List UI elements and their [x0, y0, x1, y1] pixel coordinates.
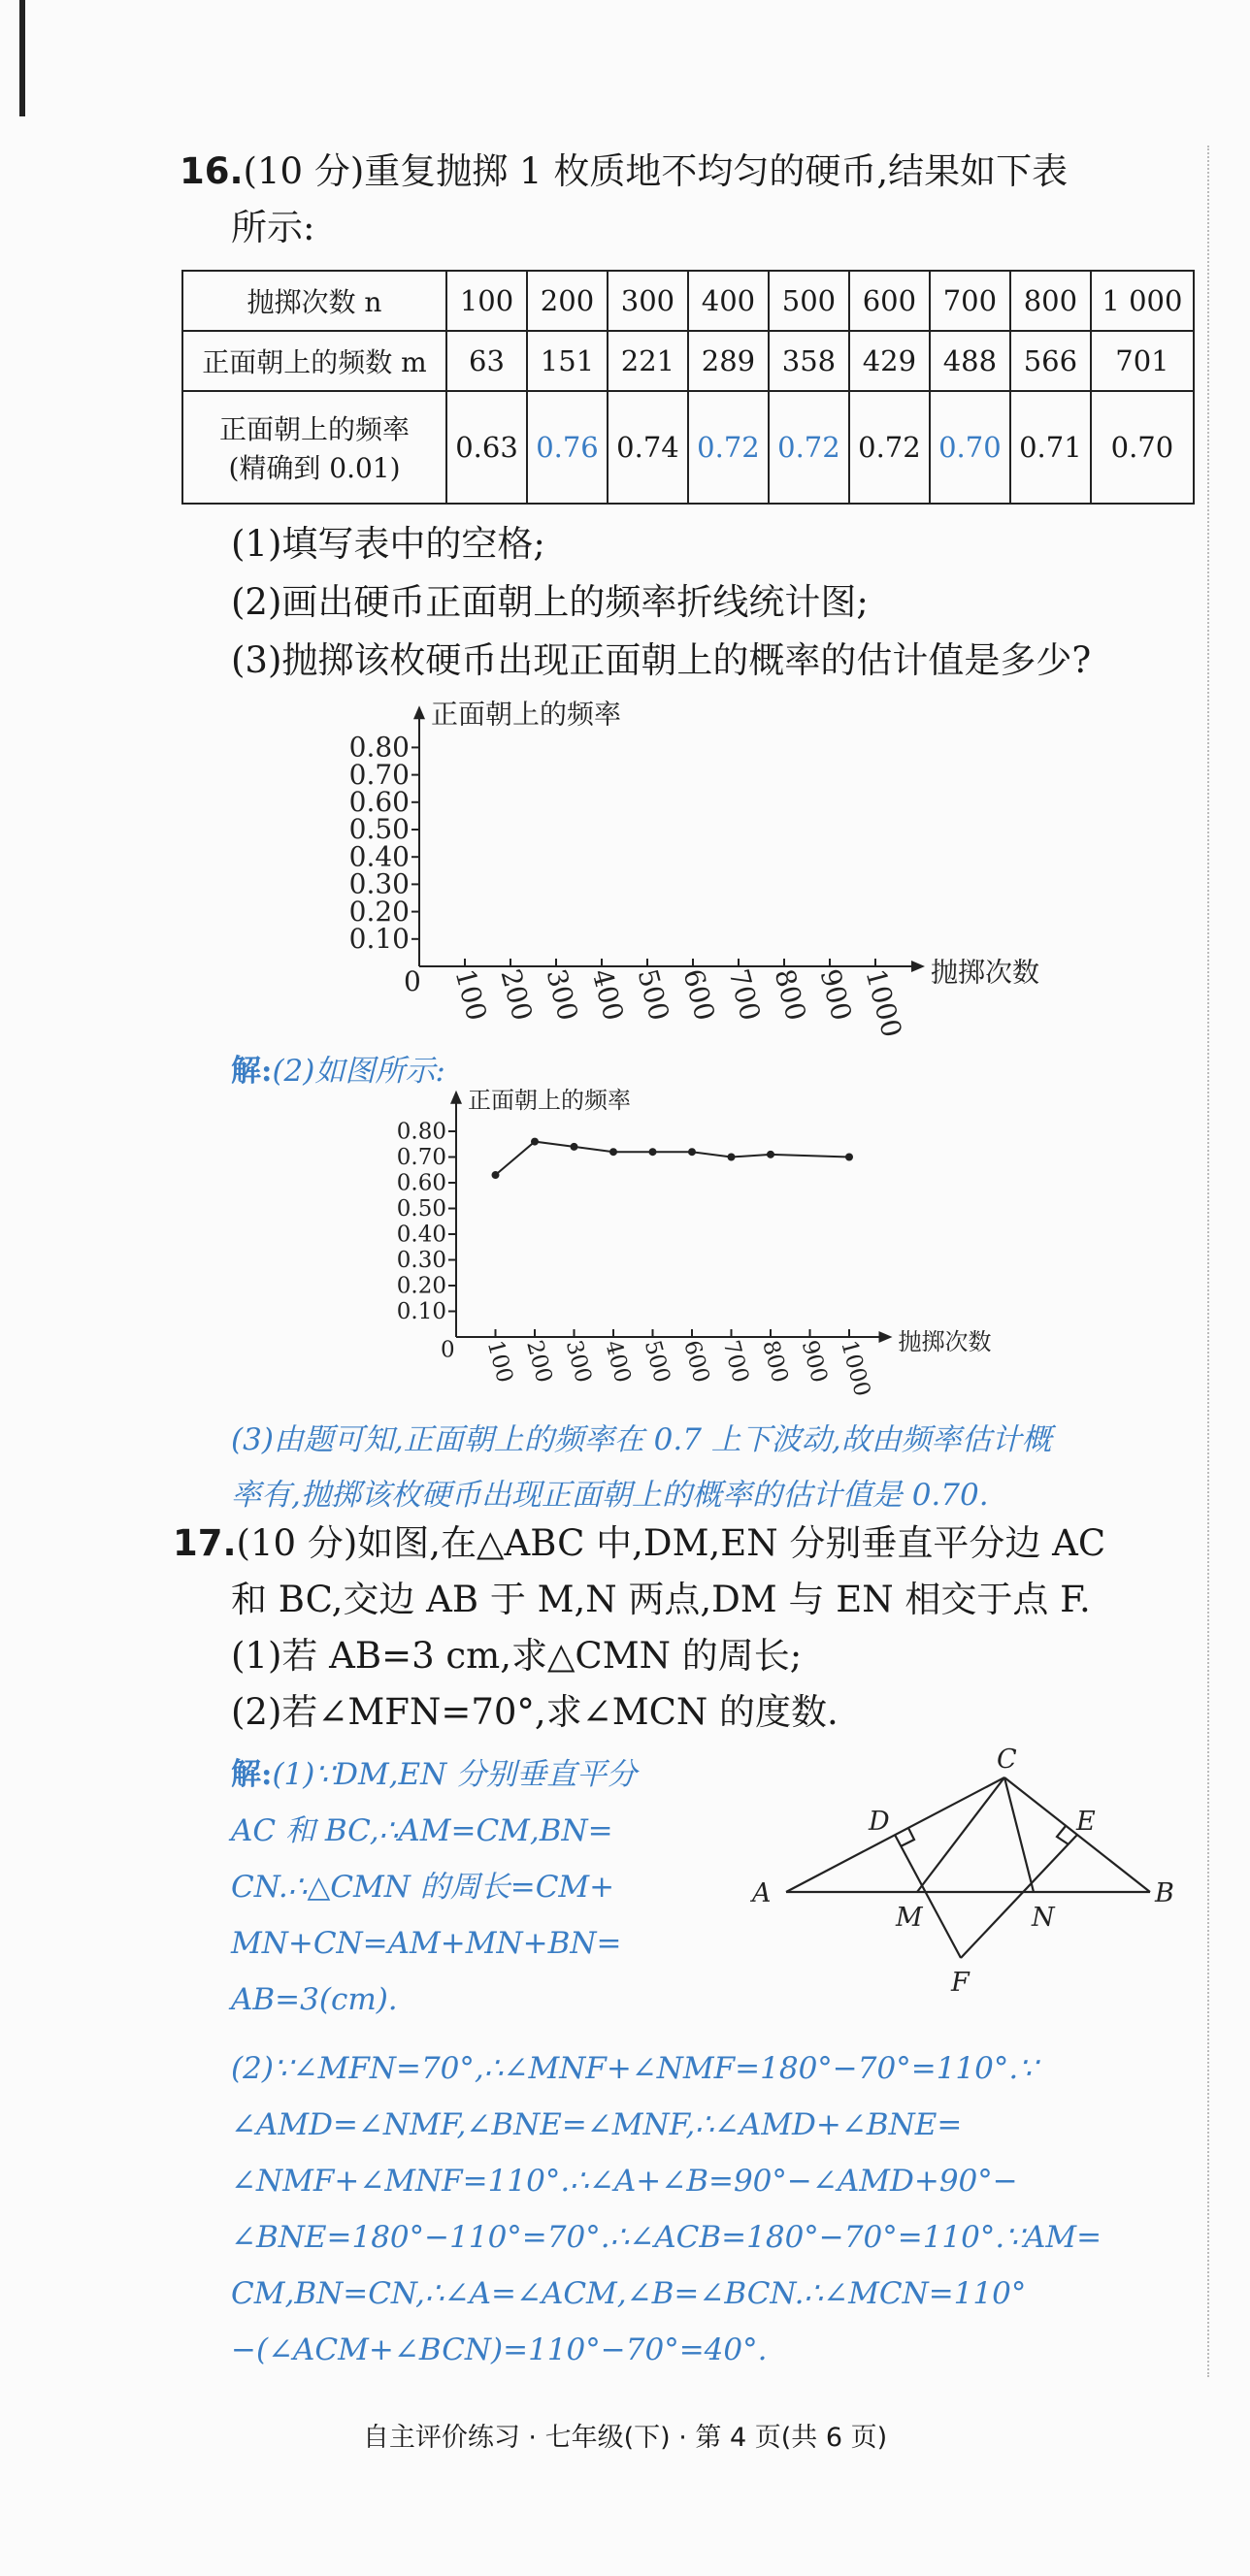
x-tick-label: 800: [757, 1337, 793, 1386]
segment-df: [895, 1835, 961, 1958]
label-e: E: [1076, 1807, 1096, 1837]
y-tick-label: 0.70: [348, 758, 410, 791]
data-point: [492, 1171, 500, 1179]
y-tick-label: 0.60: [348, 786, 410, 819]
y-axis-arrow: [413, 705, 425, 719]
data-point: [649, 1148, 657, 1156]
q16-solution-3-line1: (3)由题可知,正面朝上的频率在 0.7 上下波动,故由频率估计概: [231, 1422, 1052, 1457]
solved-frequency-chart: [383, 1086, 1043, 1426]
q17-stem-line2: 和 BC,交边 AB 于 M,N 两点,DM 与 EN 相交于点 F.: [231, 1579, 1091, 1620]
y-tick-label: 0.60: [396, 1170, 446, 1196]
data-point: [767, 1151, 774, 1158]
row-header-n: 抛掷次数 n: [182, 271, 446, 331]
empty-frequency-chart: [330, 697, 1087, 1085]
q17-solution-1: 解:(1)∵DM,EN 分别垂直平分 AC 和 BC,∴AM=CM,BN= CN.∴△CMN 的周长=CM+ MN+CN=AM+MN+BN= AB=3(cm).: [231, 1757, 638, 2017]
label-f: F: [951, 1968, 970, 1998]
x-tick-label: 200: [494, 965, 540, 1025]
x-tick-label: 400: [600, 1337, 636, 1386]
q17-part2: (2)若∠MFN=70°,求∠MCN 的度数.: [231, 1691, 839, 1733]
x-tick-label: 300: [540, 965, 585, 1025]
data-point: [688, 1148, 696, 1156]
x-tick-label: 500: [639, 1337, 675, 1386]
y-tick-label: 0.80: [396, 1119, 446, 1145]
table-row-n: 抛掷次数 n 100 200 300 400 500 600 700 800 1 000: [182, 271, 1194, 331]
data-point: [609, 1148, 617, 1156]
row-header-freq: 正面朝上的频率 (精确到 0.01): [182, 391, 446, 504]
y-tick-label: 0.40: [396, 1222, 446, 1248]
table-row-freq: 正面朝上的频率 (精确到 0.01) 0.63 0.76 0.74 0.72 0.72 0.72 0.70 0.71 0.70: [182, 391, 1194, 504]
label-d: D: [869, 1807, 890, 1837]
label-c: C: [997, 1745, 1017, 1775]
segment-cm: [917, 1777, 1004, 1892]
y-tick-label: 0.50: [348, 813, 410, 846]
x-tick-label: 900: [796, 1337, 833, 1386]
table-row-m: 正面朝上的频数 m 63 151 221 289 358 429 488 566 701: [182, 331, 1194, 391]
y-axis-arrow: [450, 1091, 462, 1104]
x-tick-label: 600: [676, 965, 722, 1025]
x-tick-label: 700: [717, 1337, 754, 1386]
origin-label: 0: [404, 965, 421, 998]
q16-solution-2: 解:(2)如图所示:: [231, 1054, 445, 1089]
x-axis-arrow: [911, 961, 925, 972]
y-tick-label: 0.40: [348, 840, 410, 873]
x-axis-label: 抛掷次数: [931, 956, 1040, 989]
page-edge: [19, 0, 25, 116]
x-tick-label: 1000: [859, 965, 908, 1041]
q17-part1: (1)若 AB=3 cm,求△CMN 的周长;: [231, 1635, 803, 1677]
q17-solution-2: (2)∵∠MFN=70°,∴∠MNF+∠NMF=180°−70°=110°.∵ ∠AMD=∠NMF,∠BNE=∠MNF,∴∠AMD+∠BNE= ∠NMF+∠MNF=110°.∴∠A+∠B=90°−∠AMD+90°− ∠BNE=180°−110°=70°.∴∠ACB=180°−70°=110°.∵AM= CM,BN=CN,∴∠A=∠ACM,∠B=∠BCN.∴∠MCN=110° −(∠ACM+∠BCN)=110°−70°=40°.: [231, 2051, 1102, 2367]
x-tick-label: 200: [521, 1337, 557, 1386]
q16-part3: (3)抛掷该枚硬币出现正面朝上的概率的估计值是多少?: [231, 639, 1092, 681]
label-n: N: [1032, 1903, 1055, 1933]
x-axis-arrow: [879, 1331, 893, 1343]
y-tick-label: 0.30: [348, 867, 410, 900]
right-angle-e: [1057, 1826, 1069, 1844]
label-m: M: [896, 1903, 923, 1933]
q16-number: 16.: [180, 150, 244, 192]
data-point: [571, 1143, 578, 1151]
origin-label: 0: [441, 1337, 455, 1363]
q16-part2: (2)画出硬币正面朝上的频率折线统计图;: [231, 581, 869, 623]
label-b: B: [1155, 1878, 1174, 1908]
data-point: [728, 1154, 736, 1161]
y-tick-label: 0.80: [348, 731, 410, 764]
triangle-figure: [742, 1746, 1189, 2018]
q17-stem-line1: 17.(10 分)如图,在△ABC 中,DM,EN 分别垂直平分边 AC: [173, 1522, 1106, 1564]
y-tick-label: 0.70: [396, 1145, 446, 1171]
y-tick-label: 0.50: [396, 1196, 446, 1223]
segment-cn: [1004, 1777, 1034, 1892]
x-tick-label: 800: [768, 965, 813, 1025]
segment-ef: [961, 1835, 1077, 1958]
x-tick-label: 400: [585, 965, 631, 1025]
x-tick-label: 500: [631, 965, 676, 1025]
q16-solution-3-line2: 率有,抛掷该枚硬币出现正面朝上的概率的估计值是 0.70.: [231, 1478, 989, 1513]
q16-stem-line1: 16.(10 分)重复抛掷 1 枚质地不均匀的硬币,结果如下表: [180, 150, 1069, 192]
q16-stem-line2: 所示:: [231, 207, 315, 248]
x-tick-label: 300: [560, 1337, 597, 1386]
q16-part1: (1)填写表中的空格;: [231, 523, 545, 565]
y-axis-label: 正面朝上的频率: [431, 698, 622, 731]
y-tick-label: 0.20: [348, 895, 410, 928]
y-tick-label: 0.10: [348, 923, 410, 956]
x-tick-label: 700: [722, 965, 768, 1025]
x-tick-label: 900: [813, 965, 859, 1025]
series-line: [496, 1142, 850, 1175]
x-tick-label: 100: [481, 1337, 518, 1386]
row-header-m: 正面朝上的频数 m: [182, 331, 446, 391]
label-a: A: [752, 1878, 772, 1908]
y-axis-label: 正面朝上的频率: [468, 1086, 631, 1114]
y-tick-label: 0.20: [396, 1273, 446, 1299]
q17-number: 17.: [173, 1522, 237, 1564]
x-tick-label: 1000: [836, 1337, 875, 1400]
x-tick-label: 100: [448, 965, 494, 1025]
x-axis-label: 抛掷次数: [898, 1328, 992, 1356]
dotted-margin: [1207, 146, 1209, 2377]
y-tick-label: 0.30: [396, 1248, 446, 1274]
data-point: [845, 1154, 853, 1161]
x-tick-label: 600: [678, 1337, 714, 1386]
frequency-table: [181, 270, 1195, 505]
data-point: [531, 1138, 539, 1146]
y-tick-label: 0.10: [396, 1299, 446, 1325]
page-footer: 自主评价练习 · 七年级(下) · 第 4 页(共 6 页): [362, 2423, 888, 2453]
